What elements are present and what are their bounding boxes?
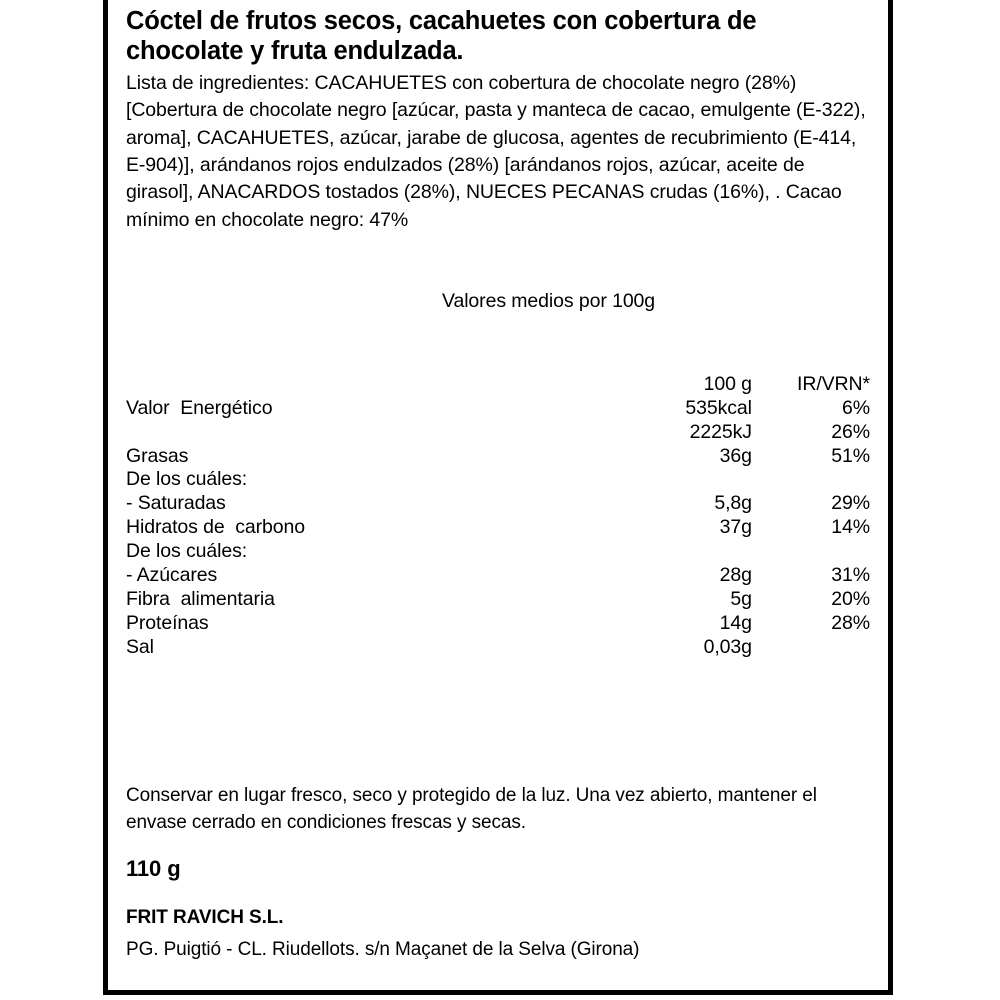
nutrient-percent: 14%	[831, 516, 870, 539]
table-header-row	[126, 373, 870, 397]
table-row	[126, 445, 870, 469]
nutrient-amount: 535kcal	[685, 396, 752, 419]
nutrient-percent: 6%	[842, 396, 870, 419]
table-row	[126, 636, 870, 660]
nutrient-label: Sal	[126, 635, 154, 658]
nutrient-label: Valor Energético	[126, 396, 273, 419]
company-name: FRIT RAVICH S.L.	[126, 907, 284, 928]
nutrient-amount: 36g	[719, 444, 752, 467]
nutrient-label: Fibra alimentaria	[126, 587, 275, 610]
table-row	[126, 397, 870, 421]
nutrient-label: Proteínas	[126, 611, 209, 634]
table-row	[126, 468, 870, 492]
company-address: PG. Puigtió - CL. Riudellots. s/n Maçanet de la Selva (Girona)	[126, 939, 640, 960]
nutrient-percent: 26%	[831, 420, 870, 443]
table-row	[126, 540, 870, 564]
nutrition-label-frame	[103, 0, 893, 995]
label-content	[108, 0, 888, 990]
table-row	[126, 588, 870, 612]
nutrition-table-header	[126, 373, 870, 397]
nutrient-amount	[575, 540, 752, 564]
nutrient-label: De los cuáles:	[126, 468, 248, 491]
nutrient-amount: 37g	[719, 516, 752, 539]
table-row	[126, 516, 870, 540]
nutrition-heading: Valores medios por 100g	[442, 289, 656, 312]
nutrient-amount: 28g	[719, 563, 752, 586]
net-weight: 110 g	[126, 856, 181, 881]
nutrient-percent: 29%	[831, 492, 870, 515]
nutrient-percent: 51%	[831, 444, 870, 467]
ingredients-list: Lista de ingredientes: CACAHUETES con cobertura de chocolate negro (28%) [Cobertura de chocolate negro [azúcar, pasta y manteca de cacao, emulgente (E-322), aroma], CACAHUETES, azúcar, jarabe de glucosa, agentes de recubrimiento (E-414, E-904)], arándanos rojos endulzados (28%) [arándanos rojos, azúcar, aceite de girasol], ANACARDOS tostados (28%), NUECES PECANAS crudas (16%), . Cacao mínimo en chocolate negro: 47%	[126, 72, 866, 231]
nutrient-percent: 20%	[831, 587, 870, 610]
table-row	[126, 421, 870, 445]
nutrient-percent: 28%	[831, 611, 870, 634]
nutrient-amount: 2225kJ	[689, 420, 752, 443]
nutrient-amount: 0,03g	[703, 635, 752, 658]
column-header-amount: 100 g	[703, 372, 752, 395]
table-row	[126, 492, 870, 516]
table-row	[126, 612, 870, 636]
column-header-nutrient	[126, 373, 575, 397]
nutrient-amount: 14g	[719, 611, 752, 634]
storage-instructions: Conservar en lugar fresco, seco y protegido de la luz. Una vez abierto, mantener el envase cerrado en condiciones frescas y secas.	[126, 785, 817, 833]
nutrition-table-body	[126, 397, 870, 660]
nutrient-label: Grasas	[126, 444, 189, 467]
nutrient-percent	[752, 540, 870, 564]
table-row	[126, 564, 870, 588]
nutrient-label: - Azúcares	[126, 563, 218, 586]
nutrient-amount: 5g	[730, 587, 752, 610]
nutrient-label	[126, 421, 575, 445]
column-header-percent: IR/VRN*	[797, 372, 870, 395]
nutrient-percent	[752, 468, 870, 492]
nutrient-label: De los cuáles:	[126, 540, 248, 563]
nutrition-table	[126, 373, 870, 660]
nutrient-percent: 31%	[831, 563, 870, 586]
nutrient-label: Hidratos de carbono	[126, 516, 306, 539]
nutrient-amount	[575, 468, 752, 492]
product-title: Cóctel de frutos secos, cacahuetes con cobertura de chocolate y fruta endulzada.	[126, 7, 757, 66]
nutrient-percent	[752, 636, 870, 660]
nutrient-amount: 5,8g	[714, 492, 752, 515]
nutrient-label: - Saturadas	[126, 492, 226, 515]
